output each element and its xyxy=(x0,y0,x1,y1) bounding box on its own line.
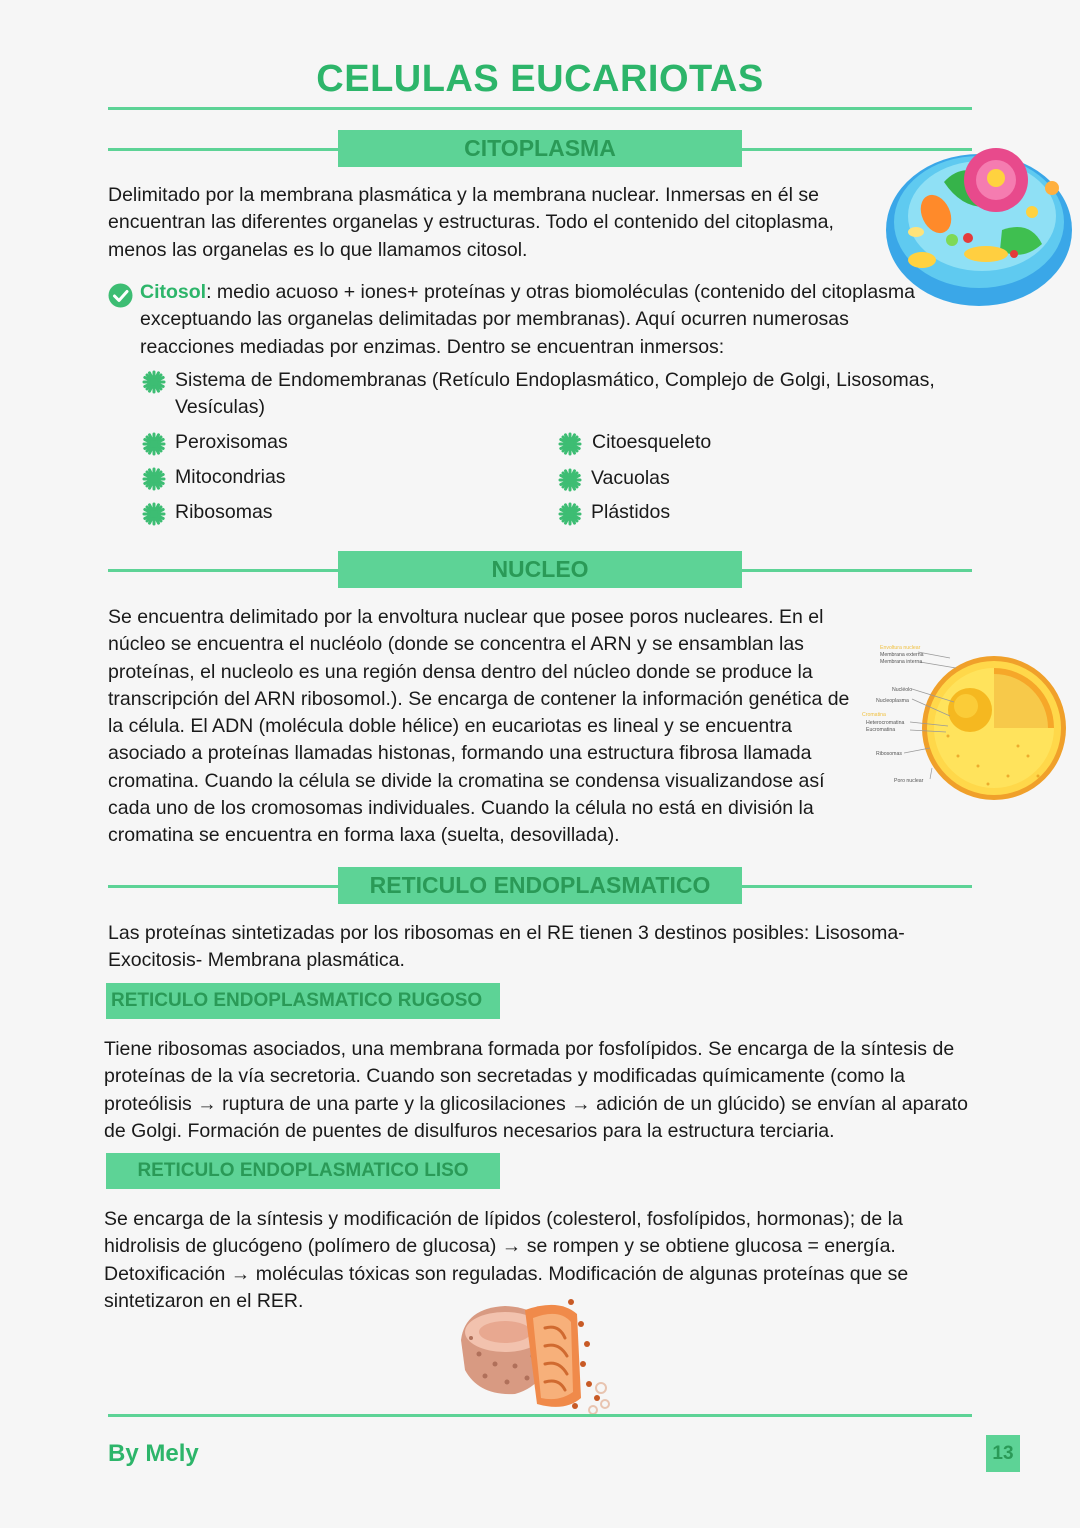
diagram-label: Heterocromatina xyxy=(866,720,905,726)
list-item xyxy=(142,429,442,456)
nucleus-diagram xyxy=(858,636,1072,808)
list-item-label: Vacuolas xyxy=(591,467,670,489)
citosol-paragraph xyxy=(140,279,948,361)
diagram-label: Eucromatina xyxy=(866,727,896,733)
diagram-label: Cromatina xyxy=(862,712,886,718)
endoplasmic-reticulum-illustration xyxy=(455,1294,615,1416)
reticulo-intro: Las proteínas sintetizadas por los ribosomas en el RE tienen 3 destinos posibles: Lisosoma- Exocitosis- Membrana plasmática. xyxy=(108,922,905,972)
star-burst-icon xyxy=(558,432,582,456)
citosol-text: : medio acuoso + iones+ proteínas y otras biomoléculas (contenido del citoplasma exceptuando las organelas delimitadas por membranas). Aquí ocurren numerosas reacciones mediadas por enzimas. Dentro se encuentran inmersos: xyxy=(140,281,915,358)
diagram-label: Nucleoplasma xyxy=(876,698,909,704)
footer-divider xyxy=(108,1414,972,1417)
list-item-label: Peroxisomas xyxy=(175,431,288,453)
star-burst-icon xyxy=(558,468,582,492)
section-heading-reticulo: RETICULO ENDOPLASMATICO xyxy=(338,867,742,904)
section-heading-nucleo: NUCLEO xyxy=(338,551,742,588)
list-item-label: Ribosomas xyxy=(175,501,273,523)
nucleo-paragraph: Se encuentra delimitado por la envoltura nuclear que posee poros nucleares. En el núcleo se encuentra el nucléolo (donde se concentra el ARN y se ensamblan las proteínas, el nucleolo es una región densa dentro del núcleo donde se produce la transcripción del ARN ribosomol.). Se encarga de contener la información genética de la célula. El ADN (molécula doble hélice) en eucariotas es lineal y se encuentra asociado a proteínas llamadas histonas, formando una estructura fibrosa llamada cromatina. Cuando la célula se divide la cromatina se condensa visualizandose así cada uno de los cromosomas individuales. Cuando la célula no está en división la cromatina se encuentra en forma laxa (suelta, desovillada). xyxy=(108,606,850,847)
subheading-rel: RETICULO ENDOPLASMATICO LISO xyxy=(106,1153,500,1189)
list-item-label: Plástidos xyxy=(591,501,671,523)
diagram-label: Poro nuclear xyxy=(894,778,924,784)
list-item xyxy=(142,499,442,526)
diagram-label: Ribosomas xyxy=(876,751,902,757)
citoplasma-intro: Delimitado por la membrana plasmática y la membrana nuclear. Inmersas en él se encuentran las diferentes organelas y estructuras. Todo el contenido del citoplasma, menos las organelas es lo que llamamos citosol. xyxy=(108,184,834,261)
diagram-label: Membrana externa xyxy=(880,652,924,658)
rel-paragraph: Se encarga de la síntesis y modificación de lípidos (colesterol, fosfolípidos, hormonas); de la hidrolisis de glucógeno (polímero de glucosa) → se rompen y se obtiene glucosa = energía. Detoxificación → moléculas tóxicas son reguladas. Modificación de algunas proteínas que se sintetizaron en el RER. xyxy=(104,1208,909,1312)
list-item xyxy=(142,367,952,421)
rer-paragraph: Tiene ribosomas asociados, una membrana formada por fosfolípidos. Se encarga de la síntesis de proteínas de la vía secretoria. Cuando son secretadas y modificadas químicamente (como la proteólisis → ruptura de una parte y la glicosilaciones → adición de un glúcido) se envían al aparato de Golgi. Formación de puentes de disulfuros necesarios para la estructura terciaria. xyxy=(104,1038,968,1142)
star-burst-icon xyxy=(558,502,582,526)
diagram-label: Membrana interna xyxy=(880,659,923,665)
section-heading-citoplasma: CITOPLASMA xyxy=(338,130,742,167)
title-underline xyxy=(108,107,972,110)
page-title: CELULAS EUCARIOTAS xyxy=(316,58,764,100)
list-item xyxy=(558,499,858,526)
diagram-label: Nucléolo xyxy=(892,687,913,693)
list-item xyxy=(142,464,442,491)
star-burst-icon xyxy=(142,467,166,491)
author-name: By Mely xyxy=(108,1440,199,1467)
page-number: 13 xyxy=(986,1435,1020,1472)
citosol-term: Citosol xyxy=(140,281,207,303)
check-circle-icon xyxy=(108,283,133,308)
subheading-rer: RETICULO ENDOPLASMATICO RUGOSO xyxy=(106,983,500,1019)
list-item xyxy=(558,429,858,456)
list-item-label: Citoesqueleto xyxy=(592,431,712,453)
list-item-label: Mitocondrias xyxy=(175,466,286,488)
star-burst-icon xyxy=(142,432,166,456)
star-burst-icon xyxy=(142,502,166,526)
list-item-label: Sistema de Endomembranas (Retículo Endoplasmático, Complejo de Golgi, Lisosomas, Vesículas) xyxy=(175,369,935,418)
diagram-label: Envoltura nuclear xyxy=(880,645,921,651)
star-burst-icon xyxy=(142,370,166,394)
list-item xyxy=(558,465,858,492)
